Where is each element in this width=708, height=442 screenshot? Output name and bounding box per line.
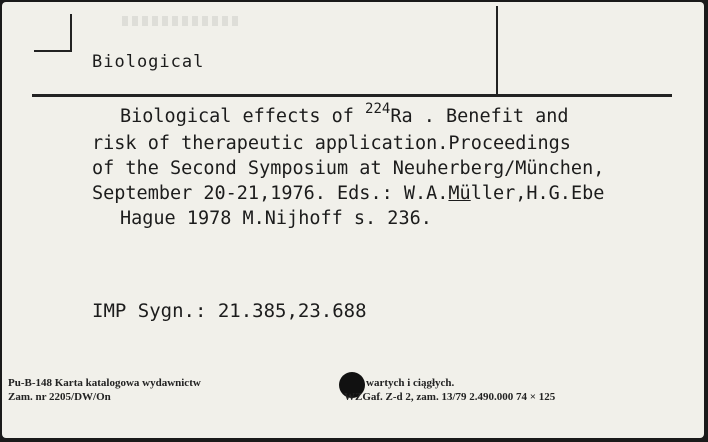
entry-line-5: Hague 1978 M.Nijhoff s. 236. <box>120 208 432 229</box>
subject-heading: Biological <box>92 52 205 72</box>
entry-editors-underlined: Mü <box>448 183 471 204</box>
entry-line-3: of the Second Symposium at Neuherberg/München, <box>92 158 605 179</box>
entry-line-2: risk of therapeutic application.Proceedings <box>92 133 571 154</box>
isotope-mass-superscript: 224 <box>365 101 391 117</box>
shelf-signature: IMP Sygn.: 21.385,23.688 <box>92 300 367 322</box>
footer-left-1: Pu-B-148 Karta katalogowa wydawnictw <box>8 377 201 389</box>
corner-mark-horizontal <box>34 50 72 52</box>
entry-editors-start: September 20-21,1976. Eds.: W.A. <box>92 183 449 204</box>
entry-line-4 <box>92 181 604 206</box>
bibliographic-entry <box>92 101 605 231</box>
horizontal-rule <box>32 94 672 97</box>
entry-editors-end: ller,H.G.Ebe <box>470 183 605 204</box>
footer-left-2: Zam. nr 2205/DW/On <box>8 391 111 403</box>
footer-right-1: wartych i ciągłych. <box>366 377 455 389</box>
vertical-rule <box>496 6 498 94</box>
entry-title-start: Biological effects of <box>120 106 366 127</box>
corner-mark-vertical <box>70 14 72 52</box>
entry-line-1 <box>92 101 604 131</box>
faded-stamp <box>122 16 242 26</box>
catalog-card <box>2 2 704 438</box>
printer-footer <box>8 376 556 404</box>
entry-title-continued: Ra . Benefit and <box>390 106 569 127</box>
footer-right-2: WZGaf. Z-d 2, zam. 13/79 2.490.000 74 × 125 <box>344 391 556 403</box>
